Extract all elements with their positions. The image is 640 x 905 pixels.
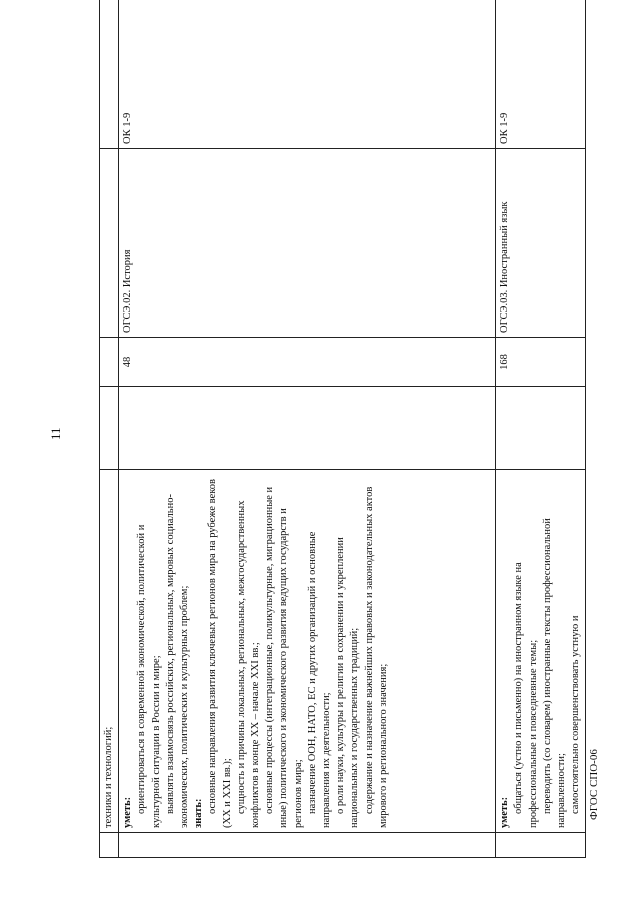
section-heading: знать:	[193, 798, 205, 828]
discipline-cell: ОГСЭ.03. Иностранный язык	[496, 149, 586, 338]
page-footer: ФГОС СПО-06	[588, 749, 600, 820]
curriculum-table	[99, 0, 586, 858]
table-row	[496, 0, 586, 858]
requirement-text: общаться (устно и письменно) на иностранном языке на профессиональные и повседневные темы;	[513, 562, 539, 828]
table-row	[119, 0, 496, 858]
competencies-cell: ОК 1-9	[119, 0, 496, 149]
requirement-text: ориентироваться в современной экономической, политической и культурной ситуации в России и мире;	[136, 524, 162, 828]
hours-cell: 168	[496, 338, 586, 387]
requirement-text: назначение ООН, НАТО, ЕС и других организаций и основные направления их деятельности;	[306, 531, 333, 828]
row-requirements	[496, 470, 586, 833]
requirement-text: самостоятельно совершенствовать устную и	[570, 615, 582, 814]
requirement-text: содержание и назначение важнейших правовых и законодательных актов мирового и регионального значения;	[363, 486, 389, 828]
page-number: 11	[48, 427, 63, 440]
requirement-text: сущность и причины локальных, региональных, межгосударственных конфликтов в конце XX – начале XXI вв.;	[235, 500, 262, 828]
prev-row-text: техники и технологий;	[100, 470, 119, 833]
row-requirements	[119, 470, 496, 833]
rotated-table-wrapper	[99, 32, 582, 858]
table-row	[100, 0, 119, 858]
requirement-text: переводить (со словарем) иностранные тексты профессиональной направленности;	[541, 518, 568, 828]
hours-cell: 48	[119, 338, 496, 387]
requirement-text: выявлять взаимосвязь российских, региональных, мировых социально-экономических, политических и культурных проблем;	[164, 494, 191, 828]
section-heading: уметь:	[499, 796, 511, 828]
requirement-text: основные процессы (интеграционные, поликультурные, миграционные и иные) политического и экономического развития ведущих государств и регионов мира;	[264, 486, 304, 828]
requirement-text: основные направления развития ключевых регионов мира на рубеже веков (XX и XXI вв.);	[207, 478, 233, 828]
discipline-cell: ОГСЭ.02. История	[119, 149, 496, 338]
requirement-text: о роли науки, культуры и религии в сохранении и укреплении национальных и государственных традиций;	[335, 537, 361, 828]
section-heading: уметь:	[122, 796, 134, 828]
competencies-cell: ОК 1-9	[496, 0, 586, 149]
